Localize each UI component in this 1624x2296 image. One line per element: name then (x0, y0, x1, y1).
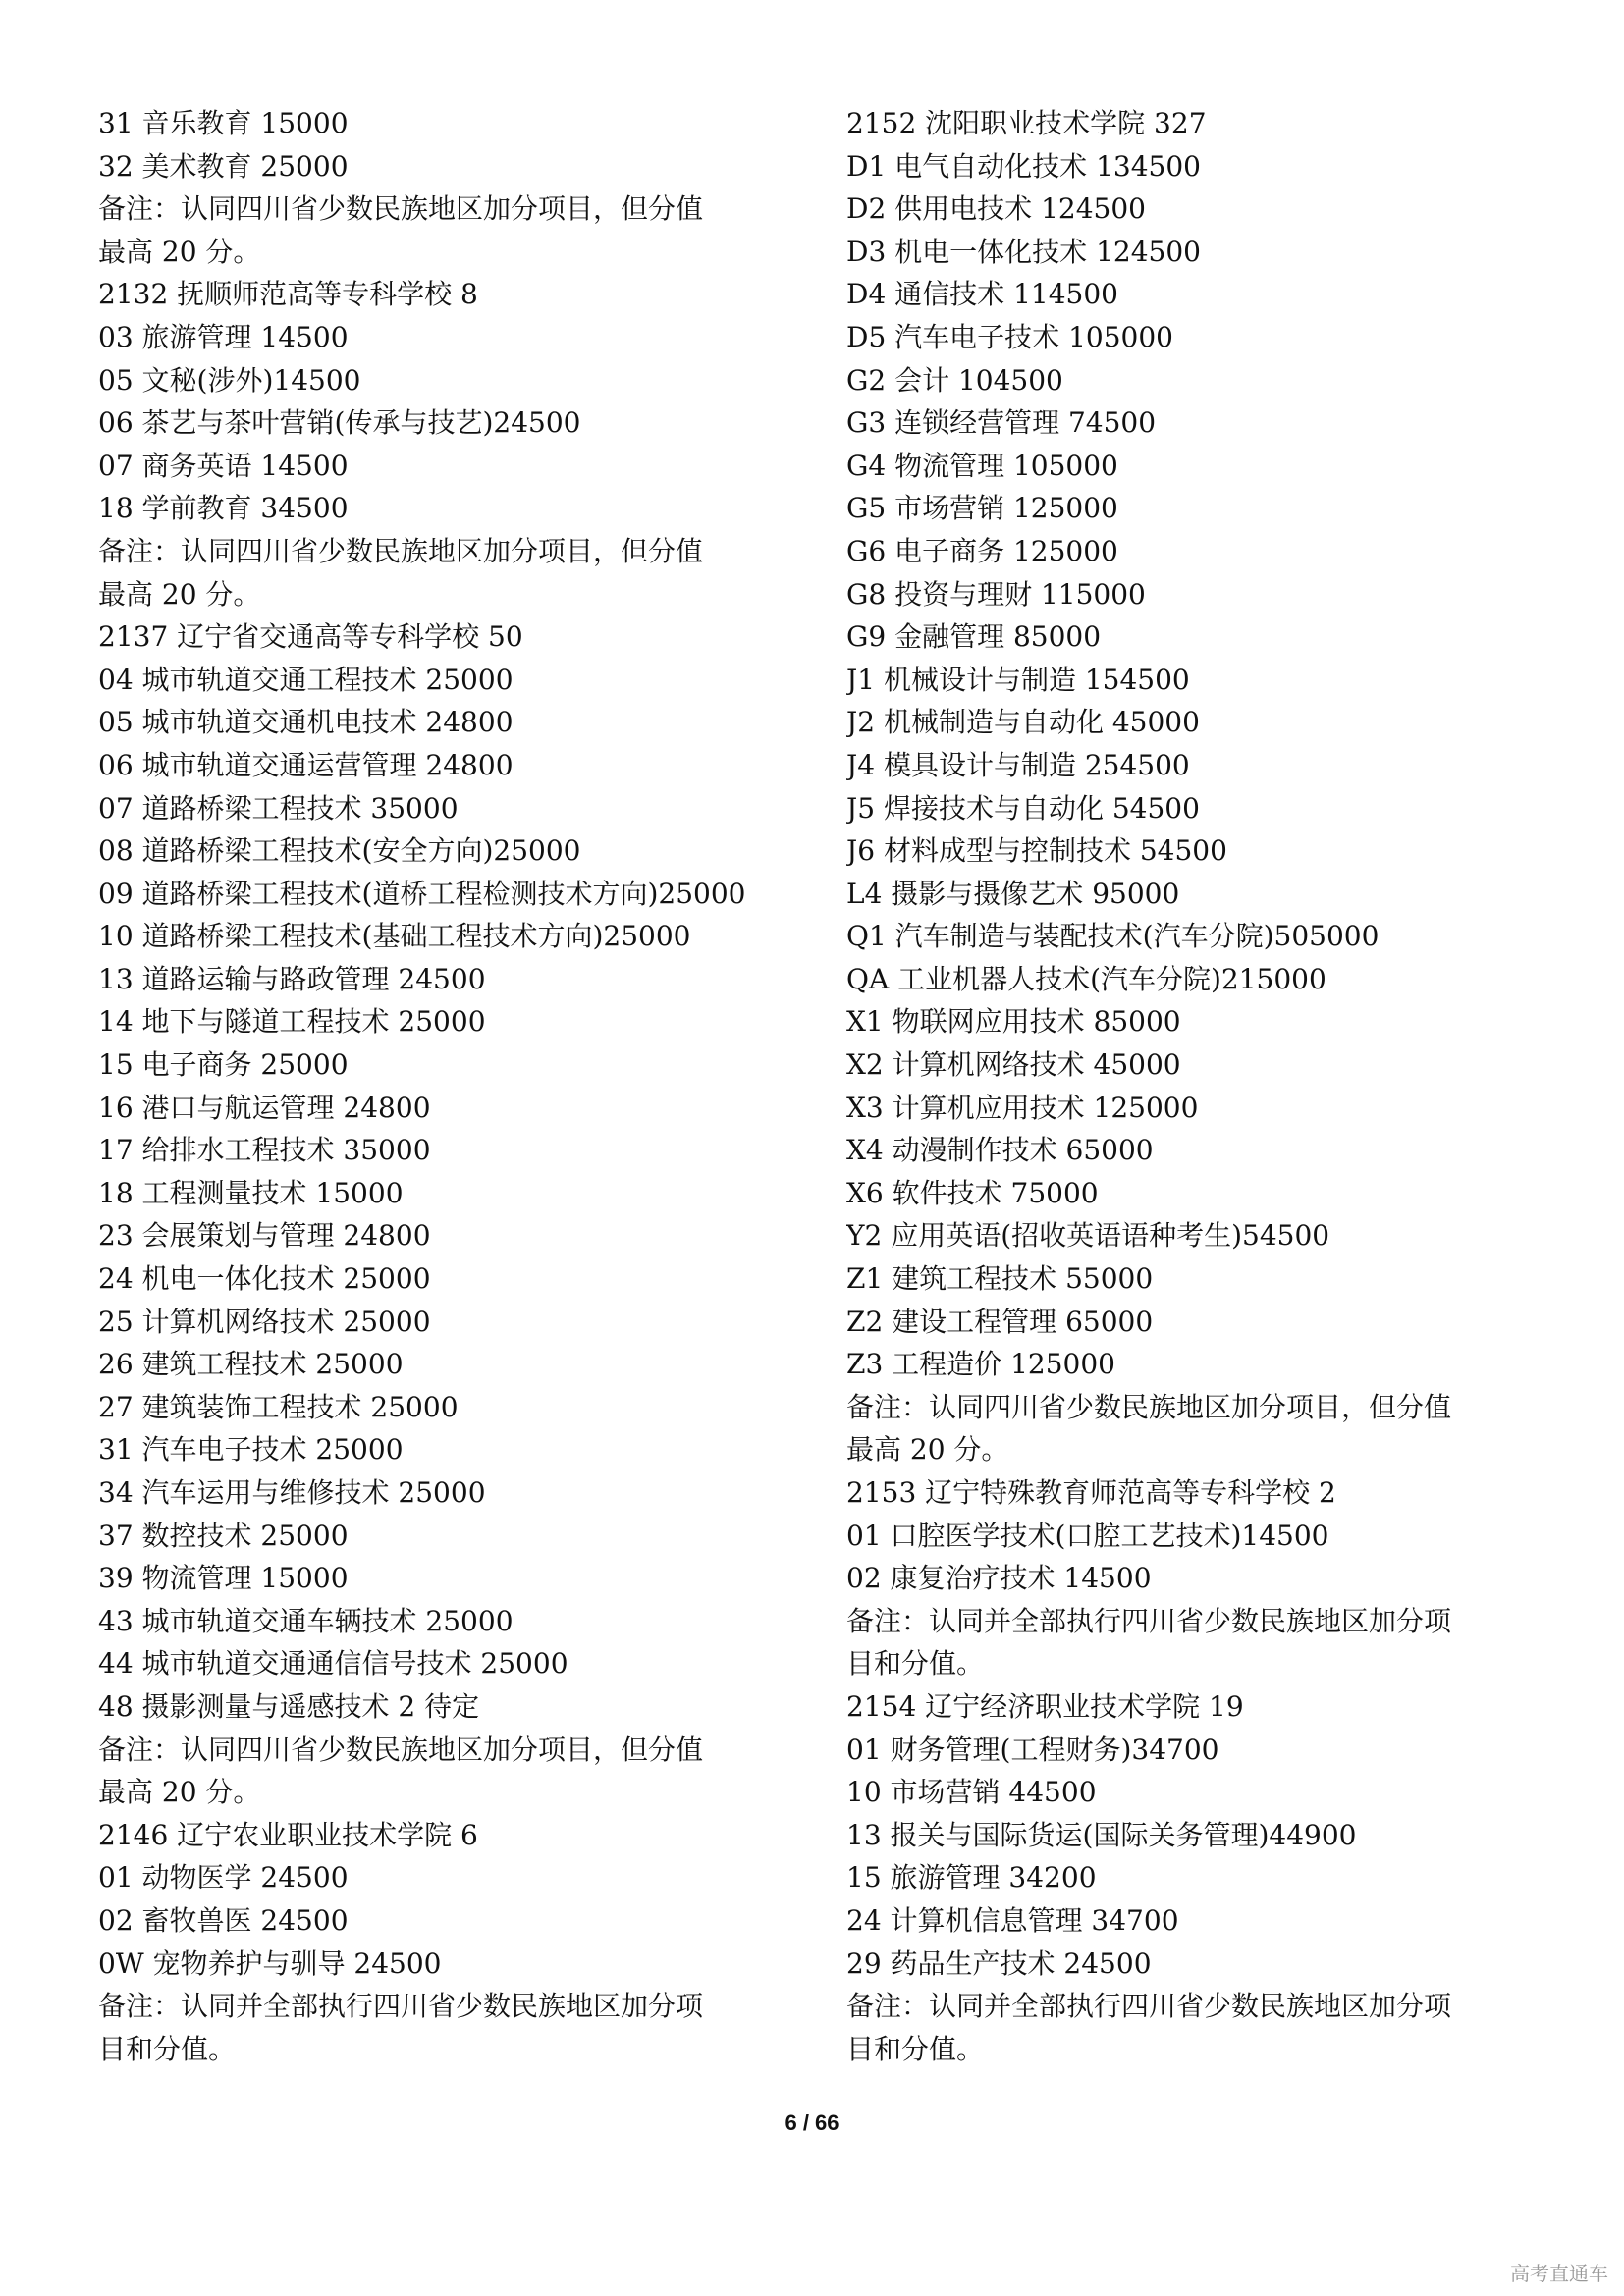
text-line: Y2 应用英语(招收英语语种考生)54500 (846, 1219, 1330, 1253)
text-line: 31 音乐教育 15000 (98, 107, 349, 139)
text-line: 10 市场营销 44500 (846, 1776, 1097, 1809)
text-line: 07 商务英语 14500 (98, 449, 349, 482)
text-line: 37 数控技术 25000 (98, 1519, 349, 1552)
text-line: 备注：认同四川省少数民族地区加分项目，但分值 (98, 192, 704, 226)
text-line: 43 城市轨道交通车辆技术 25000 (98, 1604, 514, 1637)
text-line: 备注：认同并全部执行四川省少数民族地区加分项 (846, 1604, 1452, 1637)
text-line: D3 机电一体化技术 124500 (846, 235, 1201, 268)
text-line: 02 康复治疗技术 14500 (846, 1562, 1152, 1595)
text-line: 15 旅游管理 34200 (846, 1861, 1097, 1895)
text-line: 44 城市轨道交通通信信号技术 25000 (98, 1647, 568, 1681)
text-line: 32 美术教育 25000 (98, 149, 349, 183)
text-line: D1 电气自动化技术 134500 (846, 149, 1201, 183)
text-line: 34 汽车运用与维修技术 25000 (98, 1476, 486, 1509)
text-line: 备注：认同四川省少数民族地区加分项目，但分值 (846, 1390, 1452, 1423)
text-line: 05 城市轨道交通机电技术 24800 (98, 706, 514, 739)
text-line: G3 连锁经营管理 74500 (846, 406, 1157, 440)
text-line: G2 会计 104500 (846, 363, 1063, 397)
text-line: 2137 辽宁省交通高等专科学校 50 (98, 620, 523, 654)
text-line: 29 药品生产技术 24500 (846, 1947, 1152, 1980)
text-line: J1 机械设计与制造 154500 (846, 663, 1190, 696)
text-line: G9 金融管理 85000 (846, 620, 1102, 654)
text-line: 17 给排水工程技术 35000 (98, 1134, 431, 1167)
text-line: 备注：认同并全部执行四川省少数民族地区加分项 (846, 1990, 1452, 2023)
text-line: Z2 建设工程管理 65000 (846, 1305, 1154, 1338)
text-line: J5 焊接技术与自动化 54500 (846, 791, 1200, 825)
text-line: L4 摄影与摄像艺术 95000 (846, 877, 1180, 910)
text-line: 01 动物医学 24500 (98, 1861, 349, 1895)
text-line: 备注：认同并全部执行四川省少数民族地区加分项 (98, 1990, 704, 2023)
text-line: 2132 抚顺师范高等专科学校 8 (98, 278, 478, 311)
text-line: X2 计算机网络技术 45000 (846, 1048, 1181, 1082)
text-line: J2 机械制造与自动化 45000 (846, 706, 1200, 739)
text-line: 08 道路桥梁工程技术(安全方向)25000 (98, 834, 581, 868)
text-line: 18 学前教育 34500 (98, 492, 349, 525)
text-line: 16 港口与航运管理 24800 (98, 1091, 431, 1124)
text-line: 27 建筑装饰工程技术 25000 (98, 1390, 459, 1423)
text-line: 26 建筑工程技术 25000 (98, 1348, 404, 1381)
text-line: 01 口腔医学技术(口腔工艺技术)14500 (846, 1519, 1329, 1552)
text-line: 07 道路桥梁工程技术 35000 (98, 791, 459, 825)
text-line: 23 会展策划与管理 24800 (98, 1219, 431, 1253)
text-line: 06 城市轨道交通运营管理 24800 (98, 748, 514, 781)
text-line: 目和分值。 (98, 2032, 237, 2065)
text-line: 10 道路桥梁工程技术(基础工程技术方向)25000 (98, 920, 691, 953)
text-line: 2146 辽宁农业职业技术学院 6 (98, 1818, 478, 1851)
text-line: X6 软件技术 75000 (846, 1176, 1099, 1209)
text-line: 目和分值。 (846, 2032, 985, 2065)
watermark-text: 高考直通车 (1510, 2262, 1608, 2285)
text-line: 48 摄影测量与遥感技术 2 待定 (98, 1689, 480, 1723)
text-line: 15 电子商务 25000 (98, 1048, 349, 1082)
text-line: 06 茶艺与茶叶营销(传承与技艺)24500 (98, 406, 581, 440)
text-line: X4 动漫制作技术 65000 (846, 1134, 1154, 1167)
text-line: Z1 建筑工程技术 55000 (846, 1262, 1154, 1296)
page-number: 6 / 66 (785, 2110, 839, 2135)
text-line: 09 道路桥梁工程技术(道桥工程检测技术方向)25000 (98, 877, 746, 910)
text-line: G6 电子商务 125000 (846, 534, 1118, 567)
text-line: 01 财务管理(工程财务)34700 (846, 1733, 1219, 1766)
text-line: 13 报关与国际货运(国际关务管理)44900 (846, 1818, 1357, 1851)
text-line: Q1 汽车制造与装配技术(汽车分院)505000 (846, 920, 1380, 953)
text-line: 25 计算机网络技术 25000 (98, 1305, 431, 1338)
text-line: D4 通信技术 114500 (846, 278, 1118, 311)
text-line: 24 机电一体化技术 25000 (98, 1262, 431, 1296)
text-line: Z3 工程造价 125000 (846, 1348, 1115, 1381)
text-line: 14 地下与隧道工程技术 25000 (98, 1005, 486, 1039)
text-line: 最高 20 分。 (846, 1433, 1009, 1467)
text-line: D5 汽车电子技术 105000 (846, 320, 1173, 353)
text-line: QA 工业机器人技术(汽车分院)215000 (846, 962, 1326, 995)
text-line: 最高 20 分。 (98, 577, 261, 611)
text-line: 2154 辽宁经济职业技术学院 19 (846, 1689, 1244, 1723)
text-line: G5 市场营销 125000 (846, 492, 1118, 525)
text-line: 最高 20 分。 (98, 1776, 261, 1809)
text-line: J4 模具设计与制造 254500 (846, 748, 1190, 781)
text-line: 备注：认同四川省少数民族地区加分项目，但分值 (98, 534, 704, 567)
left-column (98, 102, 805, 2070)
text-line: 2152 沈阳职业技术学院 327 (846, 107, 1207, 139)
text-line: J6 材料成型与控制技术 54500 (846, 834, 1227, 868)
text-line: 39 物流管理 15000 (98, 1562, 349, 1595)
text-line: 24 计算机信息管理 34700 (846, 1903, 1179, 1937)
text-line: 03 旅游管理 14500 (98, 320, 349, 353)
text-line: G4 物流管理 105000 (846, 449, 1118, 482)
text-line: 05 文秘(涉外)14500 (98, 363, 361, 397)
right-column (846, 102, 1553, 2070)
text-line: G8 投资与理财 115000 (846, 577, 1146, 611)
text-line: 2153 辽宁特殊教育师范高等专科学校 2 (846, 1476, 1336, 1509)
text-line: 04 城市轨道交通工程技术 25000 (98, 663, 514, 696)
text-line: X1 物联网应用技术 85000 (846, 1005, 1181, 1039)
text-line: 31 汽车电子技术 25000 (98, 1433, 404, 1467)
text-line: 备注：认同四川省少数民族地区加分项目，但分值 (98, 1733, 704, 1766)
text-line: 0W 宠物养护与驯导 24500 (98, 1947, 442, 1980)
text-line: D2 供用电技术 124500 (846, 192, 1146, 226)
text-line: 02 畜牧兽医 24500 (98, 1903, 349, 1937)
text-line: X3 计算机应用技术 125000 (846, 1091, 1199, 1124)
text-line: 目和分值。 (846, 1647, 985, 1681)
text-line: 13 道路运输与路政管理 24500 (98, 962, 486, 995)
text-line: 最高 20 分。 (98, 235, 261, 268)
text-line: 18 工程测量技术 15000 (98, 1176, 404, 1209)
